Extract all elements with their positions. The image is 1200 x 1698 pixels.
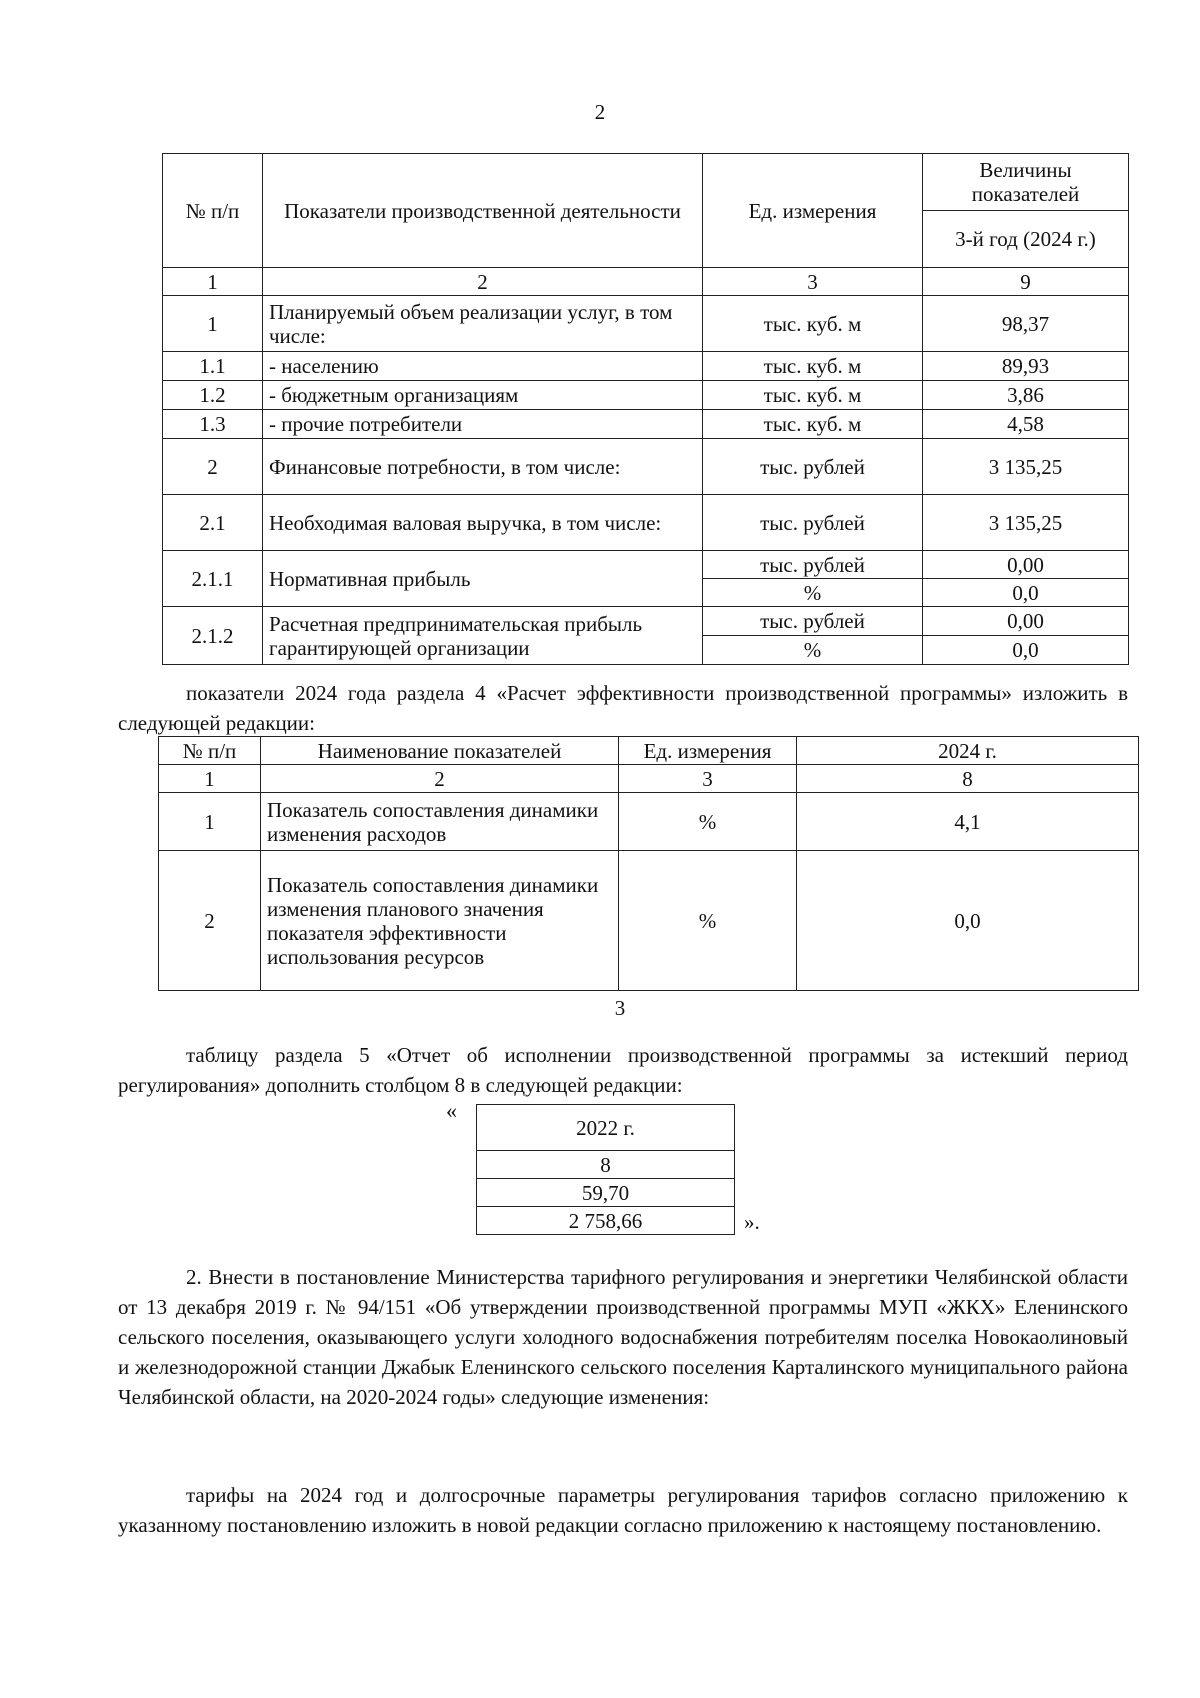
col-number: 8	[477, 1151, 735, 1179]
efficiency-table	[158, 736, 1139, 991]
header-unit: Ед. измерения	[703, 154, 923, 268]
row-num: 2.1.2	[163, 607, 263, 665]
close-quote: ».	[744, 1210, 760, 1234]
row-unit: тыс. рублей	[703, 495, 923, 551]
row-value: 2 758,66	[477, 1207, 735, 1235]
col-number: 8	[797, 765, 1139, 793]
row-value: 4,1	[797, 793, 1139, 851]
row-name: Финансовые потребности, в том числе:	[263, 439, 703, 495]
row-value: 3 135,25	[923, 439, 1129, 495]
row-unit-percent: %	[703, 636, 923, 665]
row-unit-percent: %	[703, 579, 923, 607]
item-number: 3	[614, 996, 626, 1020]
col-number: 1	[159, 765, 261, 793]
row-name: Нормативная прибыль	[263, 551, 703, 607]
page-number: 2	[594, 100, 606, 124]
row-unit: тыс. рублей	[703, 439, 923, 495]
col-number: 1	[163, 268, 263, 296]
header-year: 3-й год (2024 г.)	[923, 211, 1129, 268]
row-num: 1.3	[163, 410, 263, 439]
header-values: Величины показателей	[923, 154, 1129, 211]
row-value: 4,58	[923, 410, 1129, 439]
production-indicators-table	[162, 153, 1129, 665]
col-number: 2	[261, 765, 619, 793]
row-name: - населению	[263, 352, 703, 381]
table-row	[159, 851, 1139, 991]
row-num: 1.2	[163, 381, 263, 410]
header-year: 2022 г.	[477, 1105, 735, 1151]
row-num: 2	[159, 851, 261, 991]
table-row	[163, 551, 1129, 579]
row-num: 2.1.1	[163, 551, 263, 607]
paragraph-section5: таблицу раздела 5 «Отчет об исполнении производственной программы за истекший период регулирования» дополнить столбцом 8 в следующей редакции:	[118, 1043, 1128, 1097]
row-num: 1	[163, 296, 263, 352]
row-value: 3 135,25	[923, 495, 1129, 551]
row-value: 0,00	[923, 607, 1129, 636]
header-unit: Ед. измерения	[619, 737, 797, 765]
col-number: 3	[619, 765, 797, 793]
row-unit: тыс. рублей	[703, 551, 923, 579]
row-name: - прочие потребители	[263, 410, 703, 439]
row-value-percent: 0,0	[923, 579, 1129, 607]
row-num: 2	[163, 439, 263, 495]
row-value: 98,37	[923, 296, 1129, 352]
row-value-percent: 0,0	[923, 636, 1129, 665]
row-name: - бюджетным организациям	[263, 381, 703, 410]
col-number: 9	[923, 268, 1129, 296]
row-num: 1	[159, 793, 261, 851]
table-row	[163, 296, 1129, 352]
table-row	[163, 352, 1129, 381]
row-name: Планируемый объем реализации услуг, в том числе:	[263, 296, 703, 352]
table-row	[163, 607, 1129, 636]
row-name: Необходимая валовая выручка, в том числе:	[263, 495, 703, 551]
row-name: Показатель сопоставления динамики изменения планового значения показателя эффективности использования ресурсов	[261, 851, 619, 991]
row-unit: %	[619, 851, 797, 991]
table-row	[163, 381, 1129, 410]
table-row	[163, 495, 1129, 551]
open-quote: «	[446, 1098, 457, 1123]
table-row	[163, 410, 1129, 439]
header-num: № п/п	[163, 154, 263, 268]
row-unit: тыс. куб. м	[703, 352, 923, 381]
header-name: Наименование показателей	[261, 737, 619, 765]
report-2022-table	[476, 1104, 735, 1235]
row-unit: тыс. куб. м	[703, 296, 923, 352]
col-number: 3	[703, 268, 923, 296]
row-value: 0,0	[797, 851, 1139, 991]
row-name: Показатель сопоставления динамики изменения расходов	[261, 793, 619, 851]
paragraph-tariffs: тарифы на 2024 год и долгосрочные параметры регулирования тарифов согласно приложению к указанному постановлению изложить в новой редакции согласно приложению к настоящему постановлению.	[118, 1483, 1128, 1537]
col-number: 2	[263, 268, 703, 296]
header-indicator: Показатели производственной деятельности	[263, 154, 703, 268]
row-value: 0,00	[923, 551, 1129, 579]
row-num: 2.1	[163, 495, 263, 551]
row-unit: тыс. рублей	[703, 607, 923, 636]
row-name: Расчетная предпринимательская прибыль гарантирующей организации	[263, 607, 703, 665]
paragraph-amendment: 2. Внести в постановление Министерства тарифного регулирования и энергетики Челябинской области от 13 декабря 2019 г. № 94/151 «Об утверждении производственной программы МУП «ЖКХ» Еленинского сельского поселения, оказывающего услуги холодного водоснабжения потребителям поселка Новокаолиновый и железнодорожной станции Джабык Еленинского сельского поселения Карталинского муниципального района Челябинской области, на 2020-2024 годы» следующие изменения:	[118, 1265, 1128, 1409]
table-row	[159, 793, 1139, 851]
row-value: 89,93	[923, 352, 1129, 381]
paragraph-section4: показатели 2024 года раздела 4 «Расчет эффективности производственной программы» изложить в следующей редакции:	[118, 681, 1128, 735]
row-unit: тыс. куб. м	[703, 381, 923, 410]
header-year: 2024 г.	[797, 737, 1139, 765]
header-num: № п/п	[159, 737, 261, 765]
row-value: 59,70	[477, 1179, 735, 1207]
row-num: 1.1	[163, 352, 263, 381]
row-unit: тыс. куб. м	[703, 410, 923, 439]
row-value: 3,86	[923, 381, 1129, 410]
row-unit: %	[619, 793, 797, 851]
table-row	[163, 439, 1129, 495]
